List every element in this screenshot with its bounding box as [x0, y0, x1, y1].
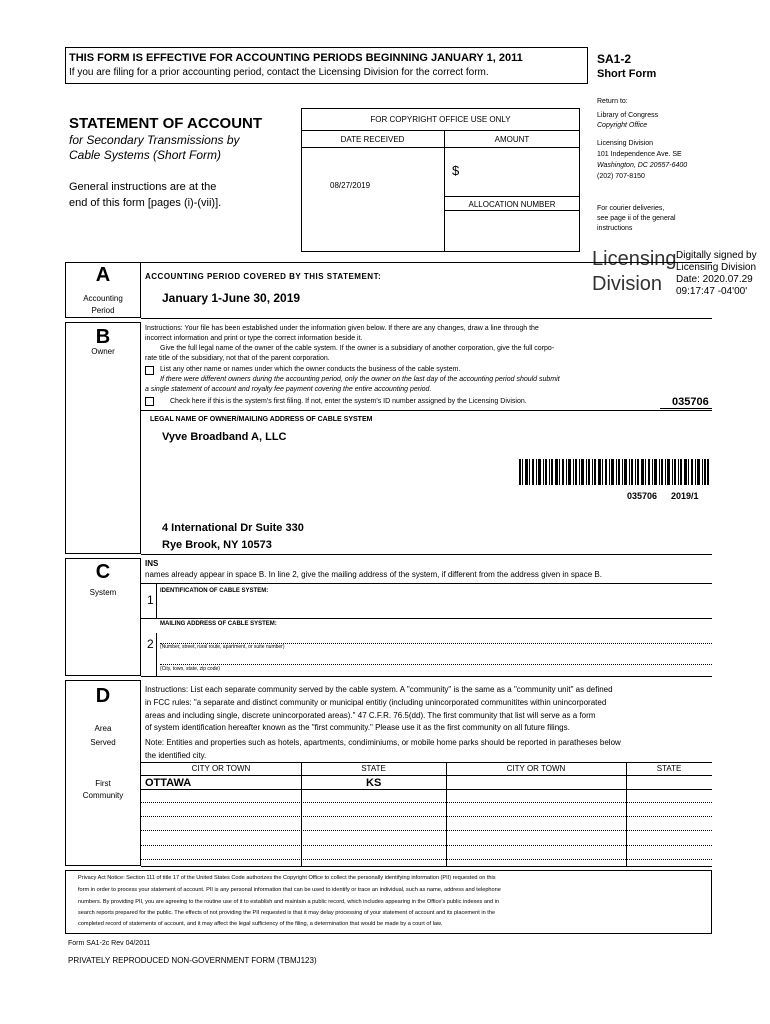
loc-line-1: Library of Congress — [597, 112, 659, 119]
section-a-label-2: Period — [91, 306, 115, 315]
section-b-instr-6: If there were different owners during the accounting period, only the owner on the last day of the accounting period should submit — [160, 376, 560, 383]
general-instructions-1: General instructions are at the — [69, 181, 217, 193]
office-divider-1 — [301, 130, 580, 131]
section-b-instr-5: List any other name or names under which the owner conducts the business of the cable system. — [160, 366, 461, 373]
table-row[interactable] — [141, 859, 712, 860]
system-id-value: 035706 — [672, 396, 709, 408]
section-a-bottom-line — [141, 318, 712, 319]
office-divider-2 — [301, 147, 580, 148]
section-b-instr-1: Instructions: Your file has been established under the information given below. If there are any changes, draw a line through the — [145, 325, 539, 332]
first-community-label-1: First — [95, 779, 111, 788]
identification-label: IDENTIFICATION OF CABLE SYSTEM: — [160, 588, 269, 594]
office-divider-4 — [444, 210, 580, 211]
form-subtitle-2: Cable Systems (Short Form) — [69, 148, 222, 162]
table-row[interactable] — [141, 802, 712, 803]
owner-address-2: Rye Brook, NY 10573 — [162, 539, 272, 551]
section-b-divider — [141, 410, 712, 411]
section-c-ins-title: INS — [145, 559, 159, 568]
section-a-letter: A — [95, 264, 111, 286]
mailing-address-label: MAILING ADDRESS OF CABLE SYSTEM: — [160, 621, 277, 627]
allocation-label: ALLOCATION NUMBER — [468, 200, 556, 209]
office-use-heading: FOR COPYRIGHT OFFICE USE ONLY — [370, 115, 511, 124]
signature-name-2: Division — [592, 273, 663, 295]
col-city-1: CITY OR TOWN — [191, 764, 251, 773]
prior-period-line: If you are filing for a prior accounting period, contact the Licensing Division for the correct form. — [69, 67, 489, 78]
signature-detail-1: Digitally signed by — [676, 250, 757, 261]
table-row[interactable] — [141, 830, 712, 831]
form-title: STATEMENT OF ACCOUNT — [69, 115, 263, 132]
table-row[interactable] — [141, 816, 712, 817]
signature-detail-2: Licensing Division — [676, 262, 757, 273]
dollar-sign: $ — [452, 163, 460, 178]
table-row-line-1 — [141, 789, 712, 790]
section-a-heading: ACCOUNTING PERIOD COVERED BY THIS STATEMENT: — [145, 272, 382, 281]
signature-detail-4: 09:17:47 -04'00' — [676, 286, 748, 297]
first-community-state[interactable]: KS — [366, 777, 382, 789]
section-b-instr-4: rate title of the subsidiary, not that of the parent corporation. — [145, 355, 330, 362]
effective-line: THIS FORM IS EFFECTIVE FOR ACCOUNTING PERIODS BEGINNING JANUARY 1, 2011 — [69, 52, 523, 64]
barcode-period: 2019/1 — [671, 491, 699, 501]
form-type: Short Form — [597, 68, 657, 80]
line-2-number: 2 — [147, 637, 154, 651]
section-d-instr-1: Instructions: List each separate community served by the cable system. A "community" is the same as a "community unit" as defined — [145, 685, 613, 694]
table-col-line-2 — [446, 762, 447, 866]
first-filing-checkbox[interactable] — [145, 397, 154, 406]
loc-line-2: Copyright Office — [597, 122, 648, 129]
first-community-label-2: Community — [82, 791, 124, 800]
general-instructions-2: end of this form [pages (i)-(vii)]. — [69, 197, 222, 209]
line-2-divider — [156, 633, 157, 676]
section-d-label-2: Served — [90, 738, 116, 747]
street-hint: (Number, street, rural route, apartment, or suite number) — [160, 644, 285, 650]
legal-name-label: LEGAL NAME OF OWNER/MAILING ADDRESS OF CABLE SYSTEM — [150, 416, 373, 423]
section-c-divider-2 — [141, 618, 712, 619]
table-bottom-line — [141, 866, 712, 867]
table-col-line-1 — [301, 762, 302, 866]
col-state-2: STATE — [656, 764, 682, 773]
owner-name: Vyve Broadband A, LLC — [162, 431, 287, 443]
office-divider-3 — [444, 196, 580, 197]
table-row[interactable] — [141, 845, 712, 846]
amount-label: AMOUNT — [494, 135, 530, 144]
privacy-line-4: search reports prepared for the public. The effects of not providing the PII requested is that it may delay processing of your statement of account and its placement in the — [78, 910, 496, 916]
city-line[interactable] — [160, 664, 712, 665]
date-received-label: DATE RECEIVED — [340, 135, 405, 144]
line-1-divider — [156, 583, 157, 618]
form-subtitle-1: for Secondary Transmissions by — [69, 133, 240, 147]
courier-line-1: For courier deliveries, — [597, 205, 665, 212]
ld-line-1: Licensing Division — [597, 140, 654, 147]
barcode — [519, 459, 709, 485]
section-a-top-line — [141, 262, 712, 263]
section-b-bottom-line — [141, 554, 712, 555]
city-hint: (City, town, state, zip code) — [160, 666, 220, 672]
system-id-underline — [660, 408, 712, 409]
ld-line-3: Washington, DC 20557-6400 — [597, 162, 688, 169]
section-b-letter: B — [95, 326, 111, 348]
col-state-1: STATE — [361, 764, 386, 773]
privacy-line-3: numbers. By providing PII, you are agreeing to the routine use of it to establish and maintain a public record, which includes appearing in the Office's public indexes and in — [78, 899, 500, 905]
courier-line-3: instructions — [597, 225, 633, 232]
form-revision: Form SA1-2c Rev 04/2011 — [68, 940, 151, 947]
privacy-line-5: completed record of statements of account, and it may affect the legal sufficiency of the filing, a determination that would be made by a court of law. — [78, 921, 443, 927]
col-city-2: CITY OR TOWN — [506, 764, 566, 773]
section-a-label-1: Accounting — [83, 294, 123, 303]
private-reproduction-notice: PRIVATELY REPRODUCED NON-GOVERNMENT FORM (TBMJ123) — [68, 956, 317, 965]
section-d-instr-2: in FCC rules: "a separate and distinct community or municipal entitiy (including unincorporated communitites within unincorporated — [145, 698, 607, 707]
section-d-instr-3: areas and including single, discrete unincorporated areas)." 47 C.F.R. 76.5(dd). The first community that list will serve as a form — [145, 711, 596, 720]
signature-detail-3: Date: 2020.07.29 — [676, 274, 753, 285]
section-c-ins-text: names already appear in space B. In line 2, give the mailing address of the system, if different from the address given in space B. — [145, 570, 602, 579]
first-community-city[interactable]: OTTAWA — [145, 777, 192, 789]
date-received-value: 08/27/2019 — [330, 181, 371, 190]
form-id: SA1-2 — [597, 52, 632, 66]
section-d-instr-5: Note: Entities and properties such as hotels, apartments, condiminiums, or mobile home parks should be reported in paratheses below — [145, 738, 621, 747]
section-b-instr-2: incorrect information and print or type the correct information beside it. — [145, 335, 363, 342]
line-1-number: 1 — [147, 593, 154, 607]
ld-line-4: (202) 707-8150 — [597, 173, 645, 180]
section-c-divider-1 — [141, 583, 712, 584]
section-b-instr-8: Check here if this is the system's first filing. If not, enter the system's ID number assigned by the Licensing Division. — [170, 398, 527, 405]
other-names-checkbox[interactable] — [145, 366, 154, 375]
privacy-line-2: form in order to process your statement of account. PII is any personal information that can be used to identify or trace an individual, such as name, address and telephone — [78, 887, 501, 893]
section-d-label-1: Area — [94, 724, 112, 733]
privacy-line-1: Privacy Act Notice: Section 111 of title 17 of the United States Code authorizes the Copyright Office to collect the personally identifying information (PII) requested on this — [78, 875, 496, 881]
section-b-instr-3: Give the full legal name of the owner of the cable system. If the owner is a subsidiary of another corporation, give the full corpo- — [160, 345, 555, 352]
section-d-instr-6: the identified city. — [145, 751, 207, 760]
owner-address-1: 4 International Dr Suite 330 — [162, 522, 304, 534]
section-d-instr-4: of system identification hereafter known as the "first community." Please use it as the first community on all future filings. — [145, 723, 570, 732]
section-c-letter: C — [95, 561, 111, 583]
return-to-label: Return to: — [597, 98, 628, 105]
office-divider-v — [444, 130, 445, 252]
section-b-instr-7: a single statement of account and royalty fee payment covering the entire accounting period. — [145, 386, 432, 393]
courier-line-2: see page ii of the general — [597, 215, 676, 222]
accounting-period-value: January 1-June 30, 2019 — [162, 291, 301, 305]
section-b-label: Owner — [91, 347, 115, 356]
section-c-label: System — [89, 588, 117, 597]
section-c-bottom-line — [141, 676, 712, 677]
table-col-line-3 — [626, 762, 627, 866]
ld-line-2: 101 Independence Ave. SE — [597, 151, 682, 158]
barcode-id: 035706 — [627, 491, 658, 501]
section-d-letter: D — [95, 685, 111, 707]
signature-name-1: Licensing — [592, 248, 677, 270]
